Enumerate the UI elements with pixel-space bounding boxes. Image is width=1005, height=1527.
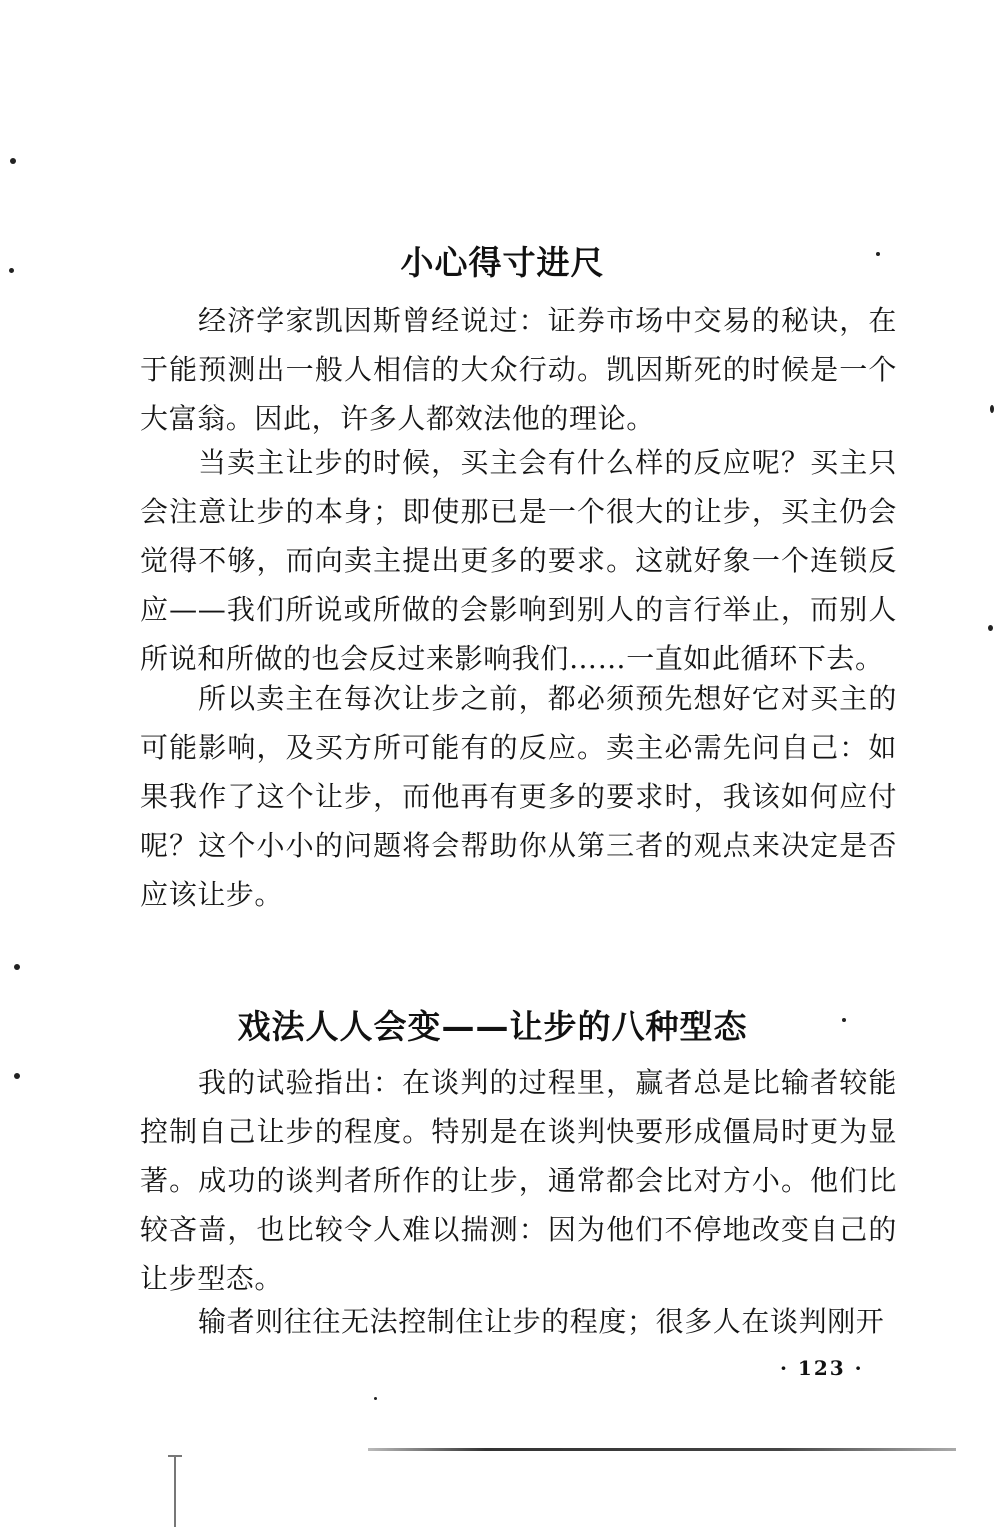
scan-speck — [9, 268, 14, 273]
scan-speck — [842, 1018, 846, 1022]
scan-speck — [14, 964, 20, 970]
paragraph-3: 所以卖主在每次让步之前，都必须预先想好它对买主的可能影响，及买方所可能有的反应。卖主必需先问自己：如果我作了这个让步，而他再有更多的要求时，我该如何应付呢？这个小小的问题将会帮助你从第三者的观点来决定是否应该让步。 — [140, 682, 897, 911]
scan-speck — [990, 405, 994, 413]
paragraph-5: 输者则往往无法控制住让步的程度；很多人在谈判刚开 — [198, 1305, 885, 1338]
paragraph-2: 当卖主让步的时候，买主会有什么样的反应呢？买主只会注意让步的本身；即使那已是一个很大的让步，买主仍会觉得不够，而向卖主提出更多的要求。这就好象一个连锁反应——我们所说或所做的会影响到别人的言行举止，而别人所说和所做的也会反过来影响我们……一直如此循环下去。 — [140, 446, 897, 675]
scan-speck — [374, 1397, 377, 1400]
scan-edge-line — [368, 1448, 956, 1451]
section-heading-1: 小心得寸进尺 — [400, 243, 605, 283]
binding-mark — [174, 1455, 176, 1527]
page-number: · 123 · — [780, 1356, 864, 1380]
section-heading-2: 戏法人人会变——让步的八种型态 — [237, 1007, 748, 1047]
paragraph-4: 我的试验指出：在谈判的过程里，赢者总是比输者较能控制自己让步的程度。特别是在谈判快要形成僵局时更为显著。成功的谈判者所作的让步，通常都会比对方小。他们比较吝啬，也比较令人难以揣测：因为他们不停地改变自己的让步型态。 — [140, 1066, 897, 1295]
scan-speck — [10, 158, 16, 164]
paragraph-1: 经济学家凯因斯曾经说过：证券市场中交易的秘诀，在于能预测出一般人相信的大众行动。凯因斯死的时候是一个大富翁。因此，许多人都效法他的理论。 — [140, 304, 897, 435]
scan-speck — [14, 1073, 20, 1079]
scan-speck — [988, 625, 993, 631]
scan-speck — [876, 252, 880, 256]
binding-mark-top — [168, 1455, 182, 1457]
